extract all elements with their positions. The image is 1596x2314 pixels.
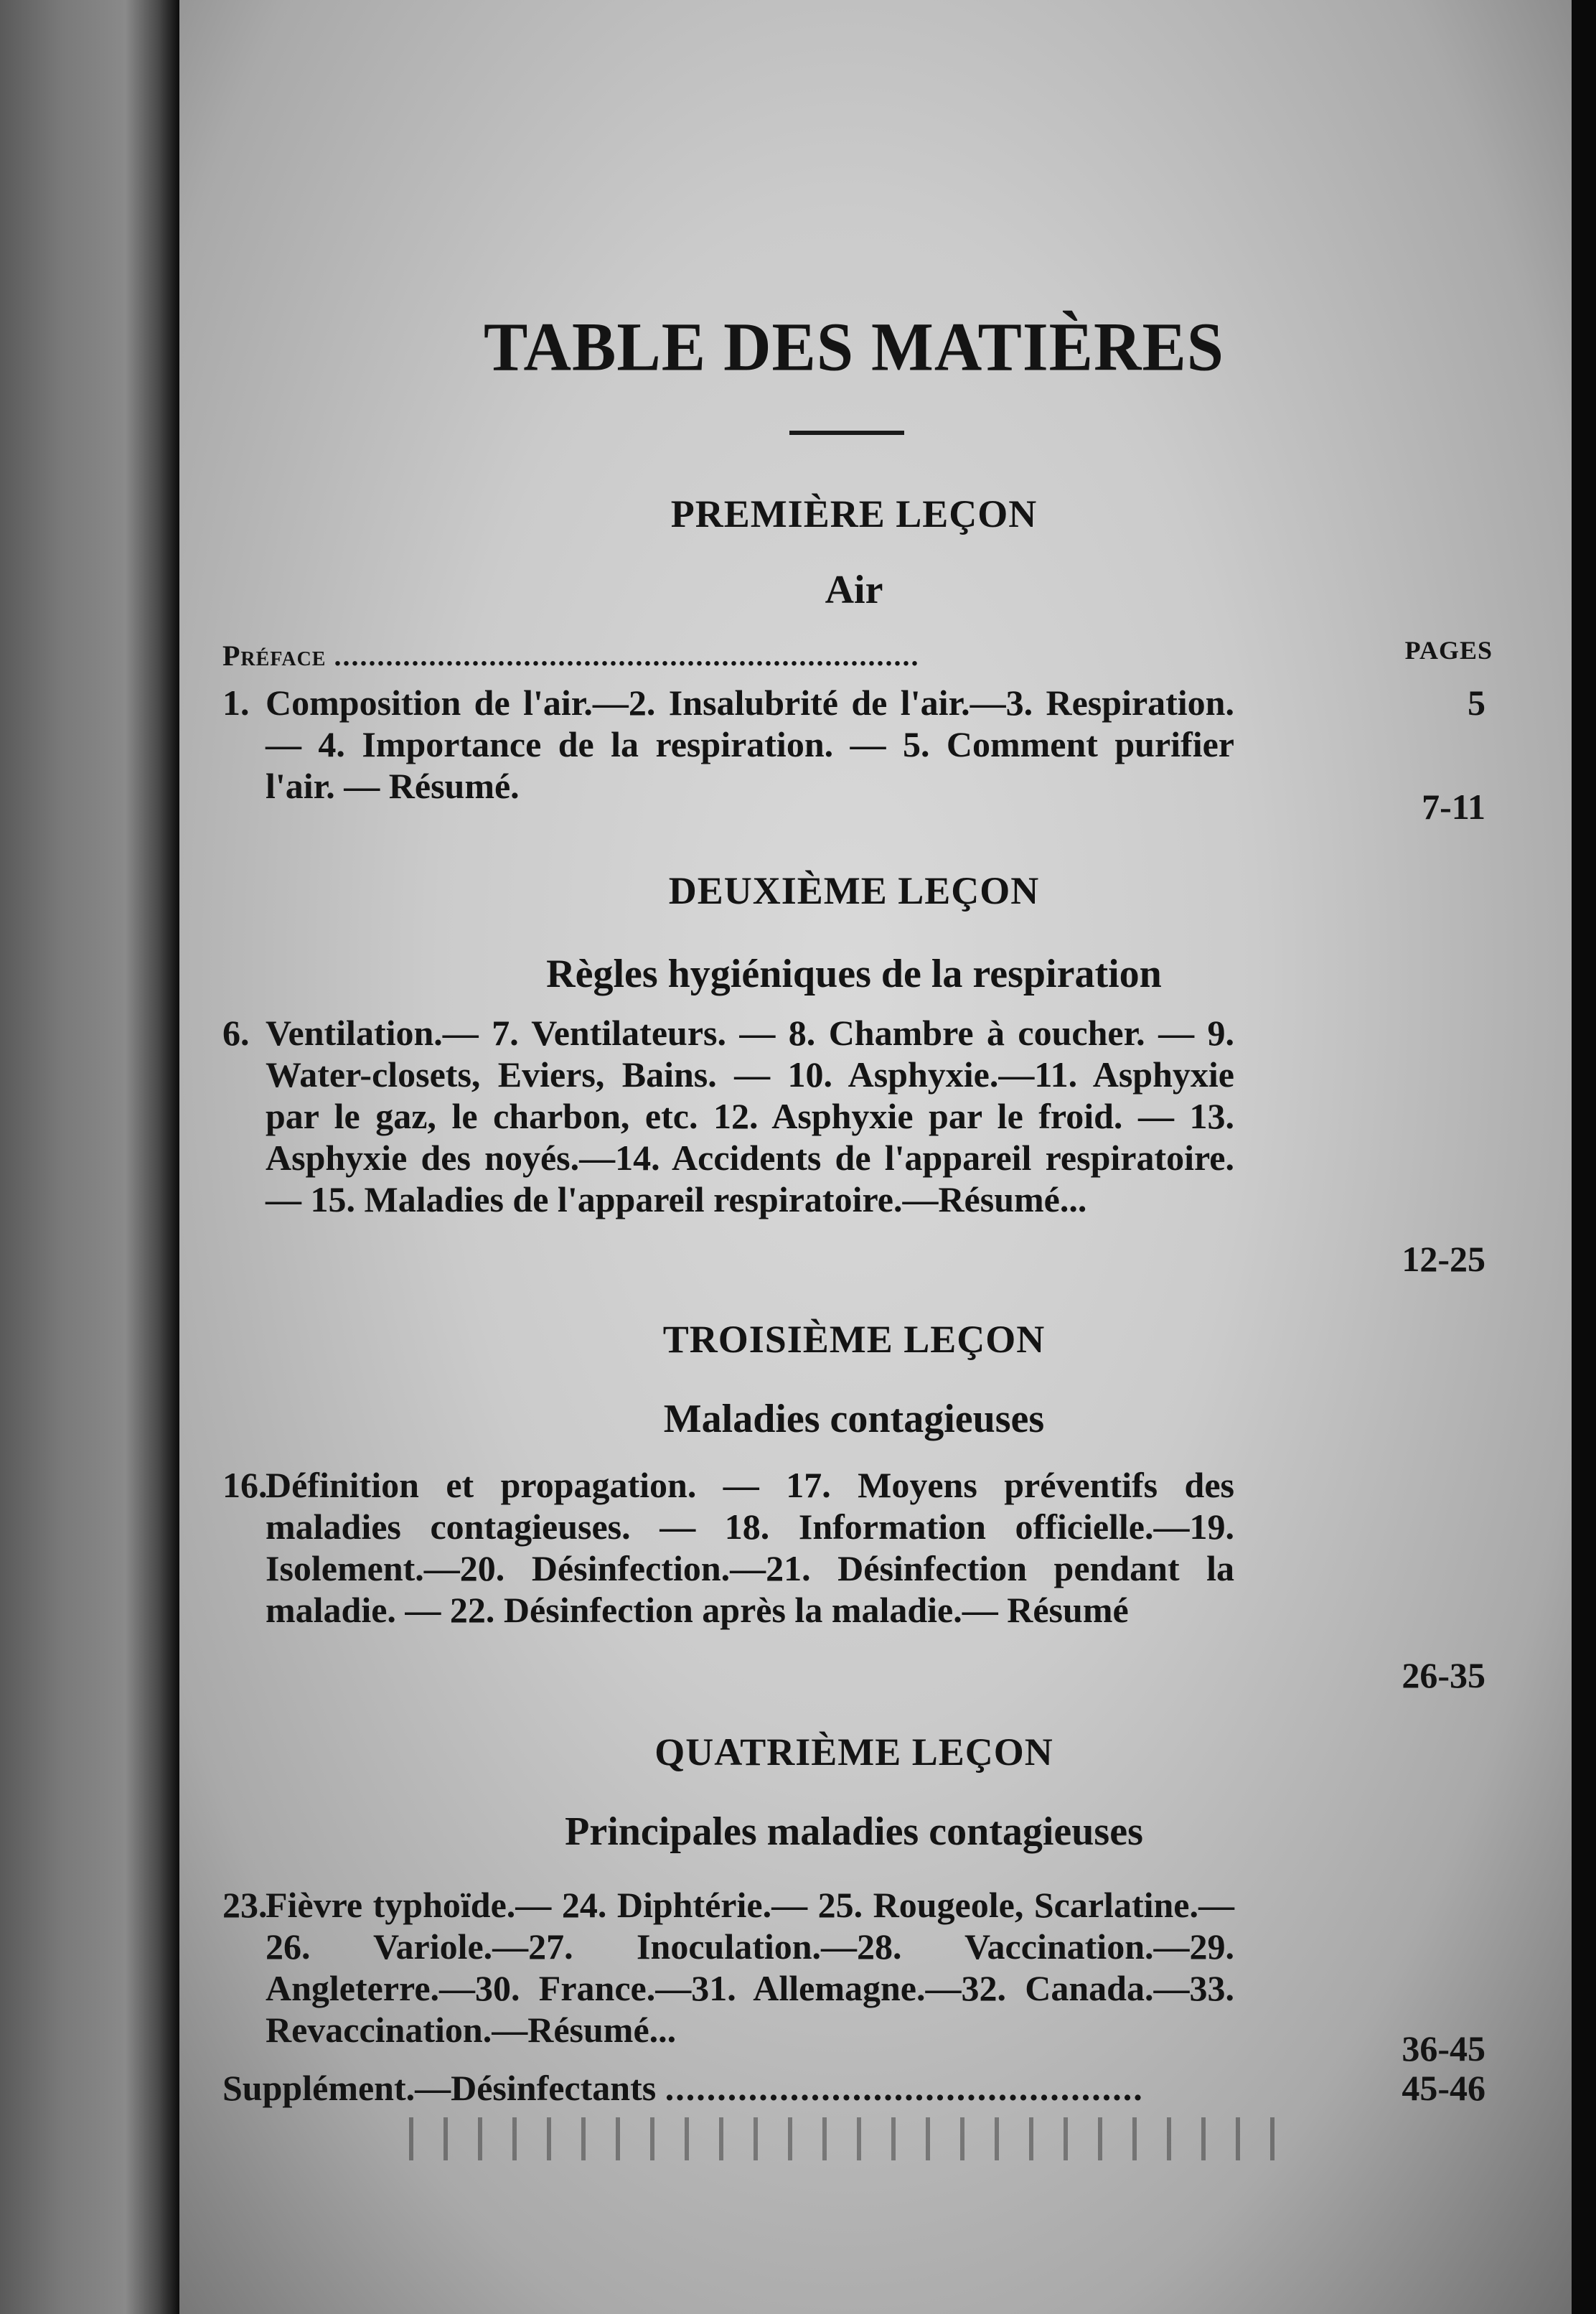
entry-pages: 36-45 <box>1402 2028 1485 2069</box>
lesson-1-heading: PREMIÈRE LEÇON <box>670 492 1038 535</box>
supplement-entry <box>222 2067 1485 2110</box>
scan-edge <box>1572 0 1596 2314</box>
lesson-4-subject: Principales maladies contagieuses <box>565 1809 1143 1854</box>
entry-text: Composition de l'air.—2. Insalubrité de l'air.—3. Respiration. — 4. Importance de la respiration. — 5. Comment purifier l'air. — Résumé. <box>266 683 1234 806</box>
entry-number: 6. <box>222 1013 250 1053</box>
entry-text: Fièvre typhoïde.— 24. Diphtérie.— 25. Rougeole, Scarlatine.—26. Variole.—27. Inoculation.—28. Vaccination.—29. Angleterre.—30. France.—31. Allemagne.—32. Canada.—33. Revaccination.—Résumé... <box>266 1885 1234 2050</box>
lesson-1-entry <box>222 682 1485 827</box>
entry-text: Ventilation.— 7. Ventilateurs. — 8. Chambre à coucher. — 9. Water-closets, Eviers, Bains. — 10. Asphyxie.—11. Asphyxie par le gaz, le charbon, etc. 12. Asphyxie par le froid. — 13. Asphyxie des noyés.—14. Accidents de l'appareil respiratoire.— 15. Maladies de l'appareil respiratoire.—Résumé... <box>266 1013 1234 1219</box>
lesson-3-subject: Maladies contagieuses <box>663 1397 1045 1441</box>
supplement-pages: 45-46 <box>1402 2068 1485 2108</box>
book-spine <box>0 0 179 2314</box>
pages-column-label: PAGES <box>1404 636 1493 665</box>
lesson-4-heading: QUATRIÈME LEÇON <box>654 1730 1053 1774</box>
lesson-1-subject: Air <box>825 568 883 612</box>
entry-number: 23. <box>222 1885 268 1925</box>
book-page <box>179 0 1572 2314</box>
entry-pages: 12-25 <box>1402 1239 1485 1279</box>
entry-pages: 26-35 <box>1402 1655 1485 1695</box>
lesson-4-entry <box>222 1884 1485 2069</box>
preface-entry <box>222 639 1299 673</box>
dot-leader: .............................................. <box>665 2068 1144 2108</box>
supplement-text: Supplément.—Désinfectants <box>222 2068 657 2108</box>
lesson-3-entry <box>222 1464 1485 1695</box>
entry-text: Définition et propagation. — 17. Moyens préventifs des maladies contagieuses. — 18. Information officielle.—19. Isolement.—20. Désinfection.—21. Désinfection pendant la maladie. — 22. Désinfection après la maladie.— Résumé <box>266 1465 1234 1630</box>
lesson-2-subject: Règles hygiéniques de la respiration <box>546 952 1162 996</box>
print-smudge <box>395 2117 1292 2160</box>
entry-pages: 7-11 <box>1422 787 1485 827</box>
dot-leader: .................................................................... <box>334 640 920 672</box>
entry-number: 16. <box>222 1465 268 1505</box>
entry-number: 1. <box>222 683 250 723</box>
lesson-3-heading: TROISIÈME LEÇON <box>662 1318 1046 1361</box>
lesson-2-entry <box>222 1012 1485 1279</box>
page-title: TABLE DES MATIÈRES <box>484 308 1224 385</box>
lesson-2-heading: DEUXIÈME LEÇON <box>668 869 1040 912</box>
preface-label: Préface <box>222 640 327 672</box>
preface-page: 5 <box>1468 683 1485 723</box>
title-divider <box>789 431 904 435</box>
